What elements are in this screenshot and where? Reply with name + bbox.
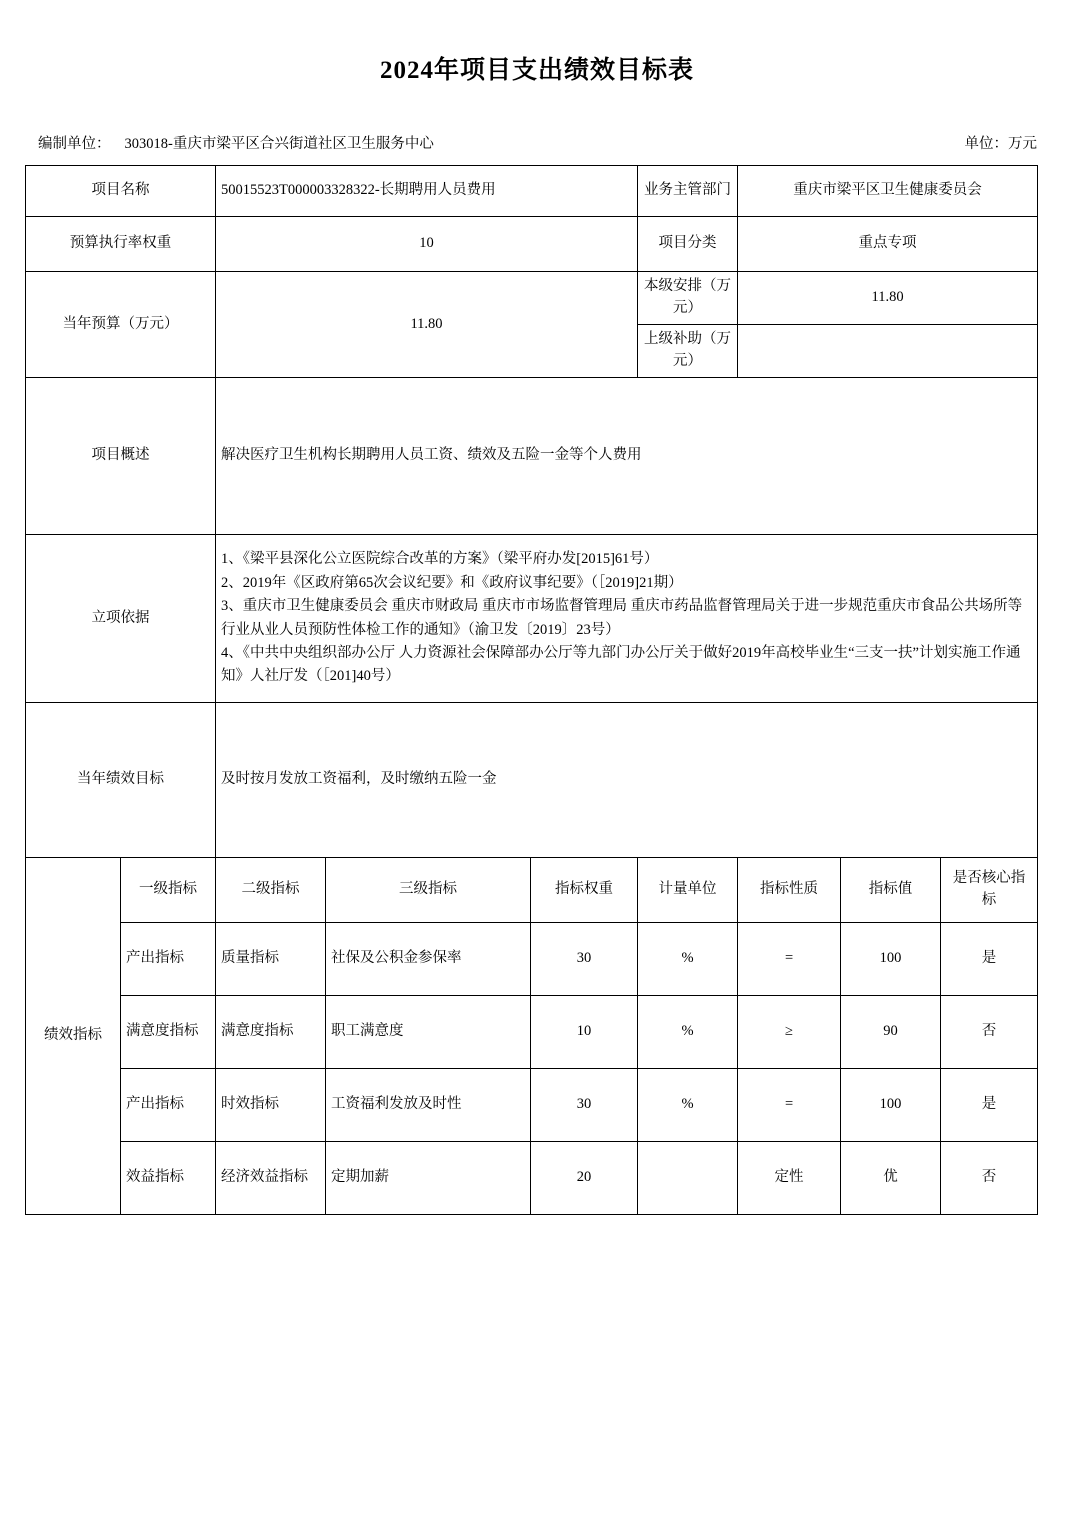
cell-weight: 30 <box>531 1069 638 1142</box>
cell-value: 100 <box>841 1069 941 1142</box>
basis-text <box>216 535 1038 703</box>
cell-level1: 效益指标 <box>121 1142 216 1215</box>
cell-value: 90 <box>841 996 941 1069</box>
row-basis <box>26 535 1038 703</box>
dept-label: 业务主管部门 <box>638 166 738 217</box>
cell-level2: 质量指标 <box>216 923 326 996</box>
cell-level3: 职工满意度 <box>326 996 531 1069</box>
overview-label: 项目概述 <box>26 378 216 535</box>
basis-line-1: 1、《梁平县深化公立医院综合改革的方案》（梁平府办发[2015]61号） <box>221 551 659 568</box>
indicator-header-level1: 一级指标 <box>121 858 216 923</box>
annual-goal-text: 及时按月发放工资福利，及时缴纳五险一金 <box>216 703 1038 858</box>
local-arrange-value: 11.80 <box>738 272 1038 325</box>
table-row <box>26 996 1038 1069</box>
dept-value: 重庆市梁平区卫生健康委员会 <box>738 166 1038 217</box>
cell-level1: 满意度指标 <box>121 996 216 1069</box>
row-overview <box>26 378 1038 535</box>
meta-row <box>38 86 1049 153</box>
compiler-unit <box>38 132 434 153</box>
upper-subsidy-value <box>738 325 1038 378</box>
performance-target-table <box>25 165 1038 1215</box>
cell-nature: 定性 <box>738 1142 841 1215</box>
category-label: 项目分类 <box>638 217 738 272</box>
exec-rate-label: 预算执行率权重 <box>26 217 216 272</box>
cell-level3: 社保及公积金参保率 <box>326 923 531 996</box>
cell-core: 是 <box>941 923 1038 996</box>
overview-text: 解决医疗卫生机构长期聘用人员工资、绩效及五险一金等个人费用 <box>216 378 1038 535</box>
cell-core: 否 <box>941 996 1038 1069</box>
cell-level3: 定期加薪 <box>326 1142 531 1215</box>
cell-unit: % <box>638 1069 738 1142</box>
indicator-header-nature: 指标性质 <box>738 858 841 923</box>
budget-label: 当年预算（万元） <box>26 272 216 378</box>
basis-line-2: 2、2019年《区政府第65次会议纪要》和《政府议事纪要》（［2019]21期） <box>221 574 683 591</box>
indicator-header-level2: 二级指标 <box>216 858 326 923</box>
cell-nature: = <box>738 923 841 996</box>
table-row <box>26 1142 1038 1215</box>
project-name-label: 项目名称 <box>26 166 216 217</box>
table-row <box>26 1069 1038 1142</box>
indicator-header-row <box>26 858 1038 923</box>
cell-core: 否 <box>941 1142 1038 1215</box>
indicator-header-weight: 指标权重 <box>531 858 638 923</box>
upper-subsidy-label: 上级补助（万元） <box>638 325 738 378</box>
project-name-value: 50015523T000003328322-长期聘用人员费用 <box>216 166 638 217</box>
indicators-label: 绩效指标 <box>26 858 121 1215</box>
page-title: 2024年项目支出绩效目标表 <box>379 57 694 84</box>
cell-value: 100 <box>841 923 941 996</box>
cell-unit <box>638 1142 738 1215</box>
cell-unit: % <box>638 996 738 1069</box>
compiler-unit-label: 编制单位： <box>38 136 111 152</box>
exec-rate-value: 10 <box>216 217 638 272</box>
cell-weight: 20 <box>531 1142 638 1215</box>
table-row <box>26 923 1038 996</box>
annual-goal-label: 当年绩效目标 <box>26 703 216 858</box>
basis-label: 立项依据 <box>26 535 216 703</box>
indicator-header-unit: 计量单位 <box>638 858 738 923</box>
cell-weight: 30 <box>531 923 638 996</box>
cell-level3: 工资福利发放及时性 <box>326 1069 531 1142</box>
cell-level2: 满意度指标 <box>216 996 326 1069</box>
indicator-header-core: 是否核心指标 <box>941 858 1038 923</box>
basis-line-4: 4、《中共中央组织部办公厅 人力资源社会保障部办公厅等九部门办公厅关于做好2019年高校毕业生“三支一扶”计划实施工作通知》人社厅发（［201]40号） <box>221 644 1021 685</box>
cell-unit: % <box>638 923 738 996</box>
cell-value: 优 <box>841 1142 941 1215</box>
cell-level2: 经济效益指标 <box>216 1142 326 1215</box>
compiler-unit-value: 303018-重庆市梁平区合兴街道社区卫生服务中心 <box>124 136 434 152</box>
unit-note: 单位：万元 <box>964 136 1037 152</box>
row-project-name <box>26 166 1038 217</box>
cell-level1: 产出指标 <box>121 1069 216 1142</box>
cell-weight: 10 <box>531 996 638 1069</box>
row-annual-goal <box>26 703 1038 858</box>
indicator-header-level3: 三级指标 <box>326 858 531 923</box>
row-budget-local <box>26 272 1038 325</box>
row-exec-rate <box>26 217 1038 272</box>
cell-nature: = <box>738 1069 841 1142</box>
cell-core: 是 <box>941 1069 1038 1142</box>
cell-level2: 时效指标 <box>216 1069 326 1142</box>
indicator-header-value: 指标值 <box>841 858 941 923</box>
budget-value: 11.80 <box>216 272 638 378</box>
cell-nature: ≥ <box>738 996 841 1069</box>
category-value: 重点专项 <box>738 217 1038 272</box>
cell-level1: 产出指标 <box>121 923 216 996</box>
basis-line-3: 3、重庆市卫生健康委员会 重庆市财政局 重庆市市场监督管理局 重庆市药品监督管理局关于进一步规范重庆市食品公共场所等行业从业人员预防性体检工作的通知》（渝卫发〔2019〕23号） <box>221 598 1023 638</box>
local-arrange-label: 本级安排（万元） <box>638 272 738 325</box>
